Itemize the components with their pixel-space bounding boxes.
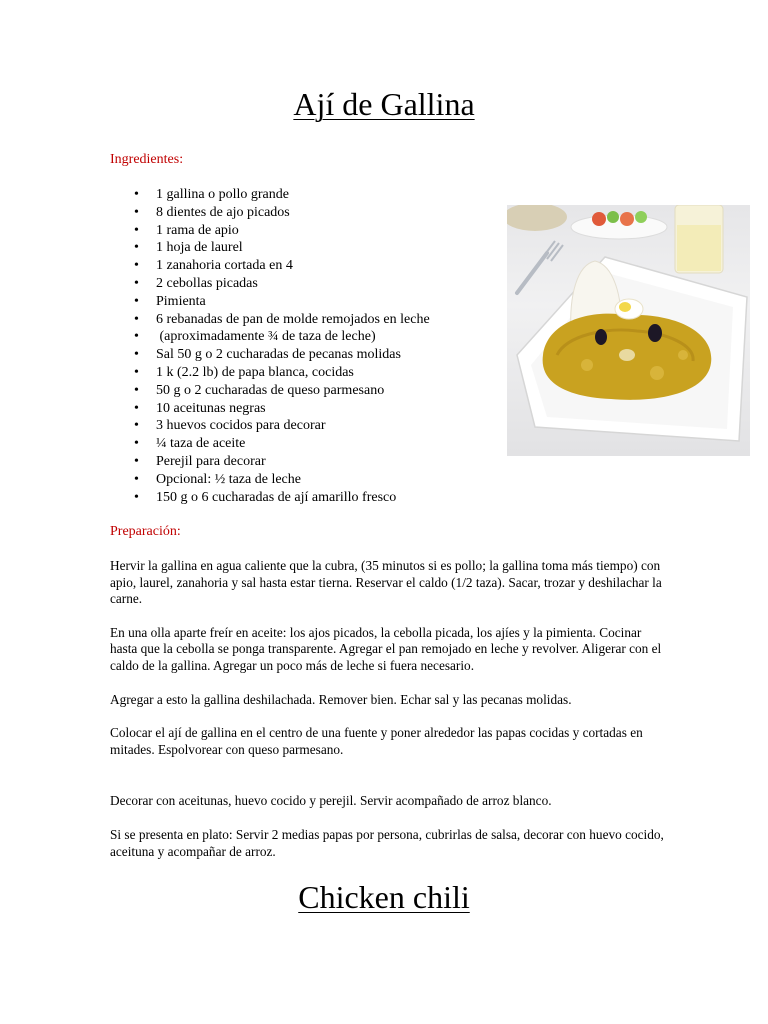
list-item: • 6 rebanadas de pan de molde remojados en leche bbox=[156, 311, 546, 329]
lettuce bbox=[635, 211, 647, 223]
olive bbox=[595, 329, 607, 345]
list-item: • 1 rama de apio bbox=[156, 222, 546, 240]
ingredients-label: Ingredientes: bbox=[110, 152, 184, 167]
list-item: • Pimienta bbox=[156, 293, 546, 311]
egg-yolk bbox=[619, 302, 631, 312]
potato bbox=[619, 349, 635, 361]
paragraph: Decorar con aceitunas, huevo cocido y perejil. Servir acompañado de arroz blanco. bbox=[110, 793, 552, 809]
paragraph: Si se presenta en plato: Servir 2 medias papas por persona, cubrirlas de salsa, decorar con huevo cocido, aceituna y acompañar de arroz. bbox=[110, 826, 664, 859]
bread-plate bbox=[507, 205, 567, 231]
list-item: • ¼ taza de aceite bbox=[156, 435, 546, 453]
list-item: • (aproximadamente ¾ de taza de leche) bbox=[156, 328, 546, 346]
second-recipe-title: Chicken chili bbox=[298, 879, 470, 915]
sauce-chunk bbox=[650, 366, 664, 380]
fork bbox=[517, 253, 547, 293]
paragraph: Agregar a esto la gallina deshilachada. Remover bien. Echar sal y las pecanas molidas. bbox=[110, 691, 572, 707]
paragraph: En una olla aparte freír en aceite: los ajos picados, la cebolla picada, los ajíes y la pimienta. Cocinar hasta que la cebolla se ponga transparente. Agregar el pan remojado en leche y revolver. Aligerar con el caldo de la gallina. Agregar un poco más de leche si fuera necesario. bbox=[110, 624, 662, 673]
lettuce bbox=[607, 211, 619, 223]
list-item: • 150 g o 6 cucharadas de ají amarillo fresco bbox=[156, 489, 546, 507]
dish-photo bbox=[507, 205, 750, 456]
list-item: • Perejil para decorar bbox=[156, 453, 546, 471]
list-item: • 10 aceitunas negras bbox=[156, 400, 546, 418]
tomato bbox=[592, 212, 606, 226]
preparation-steps bbox=[110, 558, 666, 877]
sauce-chunk bbox=[678, 350, 688, 360]
ingredients-list bbox=[110, 186, 546, 506]
list-item: • Opcional: ½ taza de leche bbox=[156, 471, 546, 489]
olive bbox=[648, 324, 662, 342]
fork-tines bbox=[543, 241, 563, 261]
list-item: • 8 dientes de ajo picados bbox=[156, 204, 546, 222]
list-item: • 3 huevos cocidos para decorar bbox=[156, 417, 546, 435]
list-item: • 1 k (2.2 lb) de papa blanca, cocidas bbox=[156, 364, 546, 382]
drink bbox=[677, 225, 721, 271]
list-item: • 1 hoja de laurel bbox=[156, 239, 546, 257]
paragraph: Colocar el ají de gallina en el centro de una fuente y poner alrededor las papas cocidas y cortadas en mitades. Espolvorear con queso parmesano. bbox=[110, 725, 643, 757]
list-item: • 50 g o 2 cucharadas de queso parmesano bbox=[156, 382, 546, 400]
list-item: • 1 gallina o pollo grande bbox=[156, 186, 546, 204]
sauce-chunk bbox=[581, 359, 593, 371]
list-item: • Sal 50 g o 2 cucharadas de pecanas molidas bbox=[156, 346, 546, 364]
dish-illustration bbox=[507, 205, 750, 456]
recipe-title: Ají de Gallina bbox=[293, 86, 475, 122]
list-item: • 2 cebollas picadas bbox=[156, 275, 546, 293]
paragraph: Hervir la gallina en agua caliente que la cubra, (35 minutos si es pollo; la gallina toma más tiempo) con apio, laurel, zanahoria y sal hasta estar tierna. Reservar el caldo (1/2 taza). Sacar, trozar y deshilachar la carne. bbox=[110, 558, 662, 607]
list-item: • 1 zanahoria cortada en 4 bbox=[156, 257, 546, 275]
salad-plate bbox=[571, 215, 667, 239]
preparation-label: Preparación: bbox=[110, 524, 181, 539]
carrot bbox=[620, 212, 634, 226]
